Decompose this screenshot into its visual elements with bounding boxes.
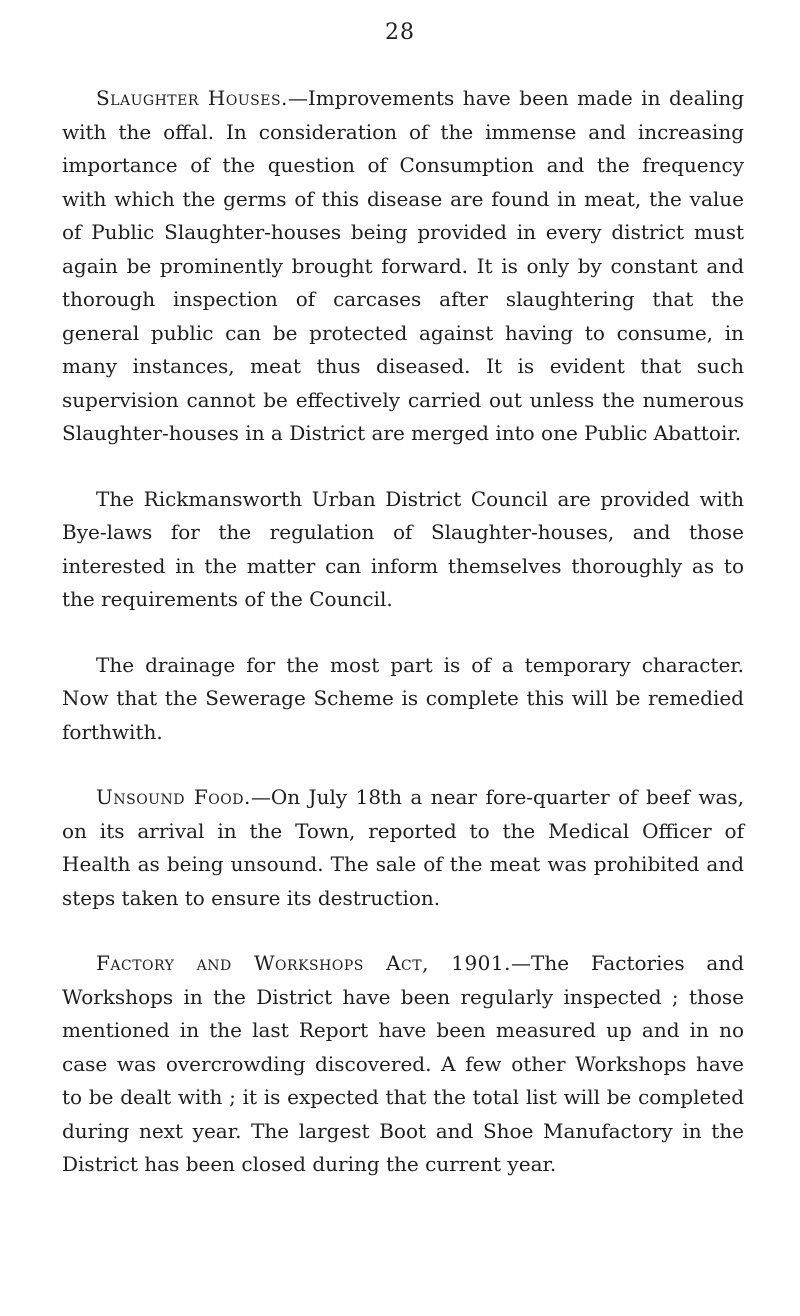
paragraph-factory-workshops — [62, 947, 744, 1182]
paragraph-text: The Rickmansworth Urban District Council are provided with Bye-laws for the regulation of Slaughter-houses, and those interested in the matter can inform themselves thoroughly as to the requirements of the Council. — [62, 486, 744, 611]
section-heading-factory-workshops: Factory and Workshops Act, 1901. — [96, 951, 511, 975]
paragraph-bye-laws — [62, 483, 744, 617]
page-number: 28 — [385, 20, 415, 45]
section-heading-slaughter-houses: Slaughter Houses. — [96, 86, 288, 110]
paragraph-text: —The Factories and Workshops in the District have been regularly inspected ; those mentioned in the last Report have been measured up and in no case was overcrowding discovered. A few other Workshops have to be dealt with ; it is expected that the total list will be completed during next year. The largest Boot and Shoe Manufactory in the District has been closed during the current year. — [62, 951, 744, 1176]
paragraph-drainage — [62, 649, 744, 750]
paragraph-text: —On July 18th a near fore-quarter of beef was, on its arrival in the Town, reported to the Medical Officer of Health as being unsound. The sale of the meat was prohibited and steps taken to ensure its destruction. — [62, 785, 745, 910]
paragraph-text: —Improvements have been made in dealing with the offal. In consideration of the immense and increasing importance of the question of Consumption and the frequency with which the germs of this disease are found in meat, the value of Public Slaughter-houses being provided in every district must again be prominently brought forward. It is only by constant and thorough inspection of carcases after slaughtering that the general public can be protected against having to consume, in many instances, meat thus diseased. It is evident that such supervision cannot be effectively carried out unless the numerous Slaughter-houses in a District are merged into one Public Abattoir. — [62, 86, 745, 445]
body-text — [62, 82, 744, 1182]
section-heading-unsound-food: Unsound Food. — [96, 785, 251, 809]
paragraph-slaughter-houses — [62, 82, 744, 451]
paragraph-text: The drainage for the most part is of a temporary character. Now that the Sewerage Scheme is complete this will be remedied forthwith. — [62, 652, 744, 744]
paragraph-unsound-food — [62, 781, 744, 915]
